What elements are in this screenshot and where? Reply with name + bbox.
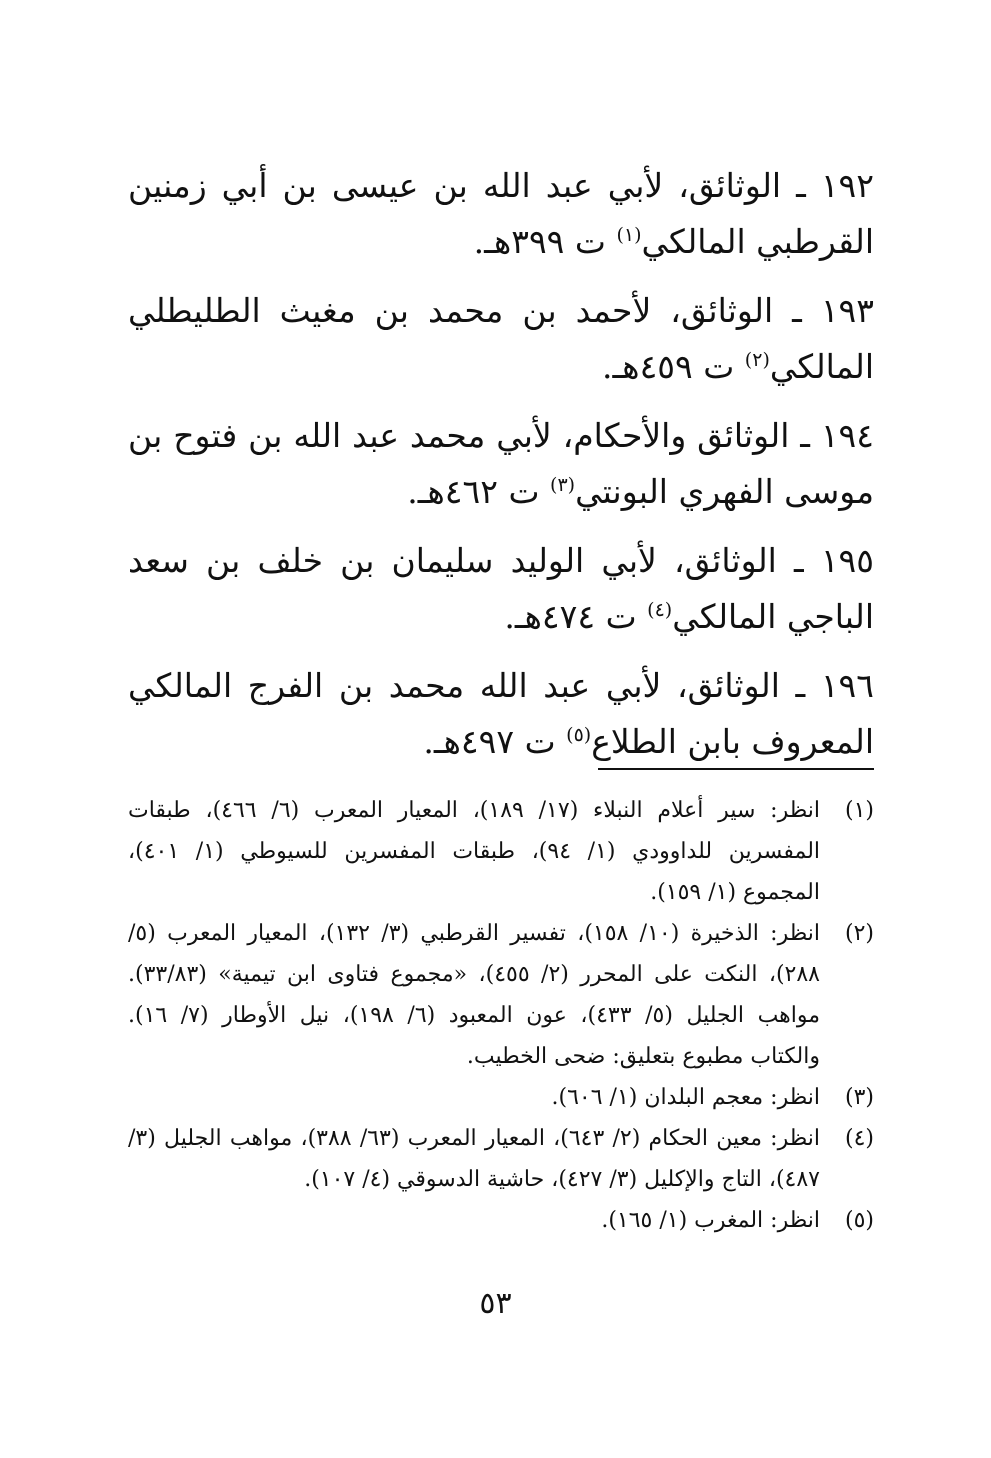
entry-196 [128,658,874,770]
footnote-text: انظر: المغرب (١/ ١٦٥). [601,1208,820,1233]
entry-text: ١٩٤ ـ الوثائق والأحكام، لأبي محمد عبد الله بن فتوح بن موسى الفهري البونتي [128,416,874,511]
footnote-ref: (١) [616,224,642,246]
footnote-text: انظر: الذخيرة (١٠/ ١٥٨)، تفسير القرطبي (٣/ ١٣٢)، المعيار المعرب (٥/ ٢٨٨)، النكت على المحرر (٢/ ٤٥٥)، «مجموع فتاوى ابن تيمية» (٣٣/٨٣). مواهب الجليل (٥/ ٤٣٣)، عون المعبود (٦/ ١٩٨)، نيل الأوطار (٧/ ١٦). والكتاب مطبوع بتعليق: ضحى الخطيب. [128,921,821,1069]
entry-text: ١٩٢ ـ الوثائق، لأبي عبد الله بن عيسى بن أبي زمنين القرطبي المالكي [128,166,874,261]
entry-text: ١٩٣ ـ الوثائق، لأحمد بن محمد بن مغيث الطليطلي المالكي [128,291,874,386]
page-number: ٥٣ [479,1286,512,1321]
entries-list [128,158,874,783]
entry-date: ت ٤٧٤هـ. [504,597,648,636]
footnote-number: (٤) [844,1126,874,1151]
footnote-2 [128,913,874,1077]
footnote-number: (٣) [844,1085,874,1110]
footnote-number: (٥) [844,1208,874,1233]
entry-date: ت ٣٩٩هـ. [473,222,617,261]
footnote-ref: (٥) [566,724,592,746]
footnotes-list [128,790,874,1241]
footnote-1 [128,790,874,913]
entry-193 [128,283,874,395]
entry-date: ت ٤٩٧هـ. [423,722,567,761]
footnote-text: انظر: سير أعلام النبلاء (١٧/ ١٨٩)، المعيار المعرب (٦/ ٤٦٦)، طبقات المفسرين للداوودي (١/ ٩٤)، طبقات المفسرين للسيوطي (١/ ٤٠١)، المجموع (١/ ١٥٩). [128,798,821,905]
footnote-ref: (٢) [744,349,770,371]
entry-192 [128,158,874,270]
footnote-ref: (٣) [550,474,576,496]
footnote-ref: (٤) [647,599,673,621]
footnote-number: (٢) [844,921,874,946]
entry-text: ١٩٥ ـ الوثائق، لأبي الوليد سليمان بن خلف بن سعد الباجي المالكي [128,541,874,636]
footnote-separator [598,768,874,770]
entry-text: ١٩٦ ـ الوثائق، لأبي عبد الله محمد بن الفرج المالكي المعروف بابن الطلاع [128,666,874,761]
entry-date: ت ٤٦٢هـ. [407,472,551,511]
entry-195 [128,533,874,645]
footnote-4 [128,1118,874,1200]
entry-date: ت ٤٥٩هـ. [602,347,745,386]
entry-194 [128,408,874,520]
footnote-text: انظر: معجم البلدان (١/ ٦٠٦). [551,1085,820,1110]
footnote-number: (١) [844,798,874,823]
footnote-3 [128,1077,874,1118]
footnote-5 [128,1200,874,1241]
footnote-text: انظر: معين الحكام (٢/ ٦٤٣)، المعيار المعرب (٦٣/ ٣٨٨)، مواهب الجليل (٣/ ٤٨٧)، التاج والإكليل (٣/ ٤٢٧)، حاشية الدسوقي (٤/ ١٠٧). [128,1126,821,1192]
